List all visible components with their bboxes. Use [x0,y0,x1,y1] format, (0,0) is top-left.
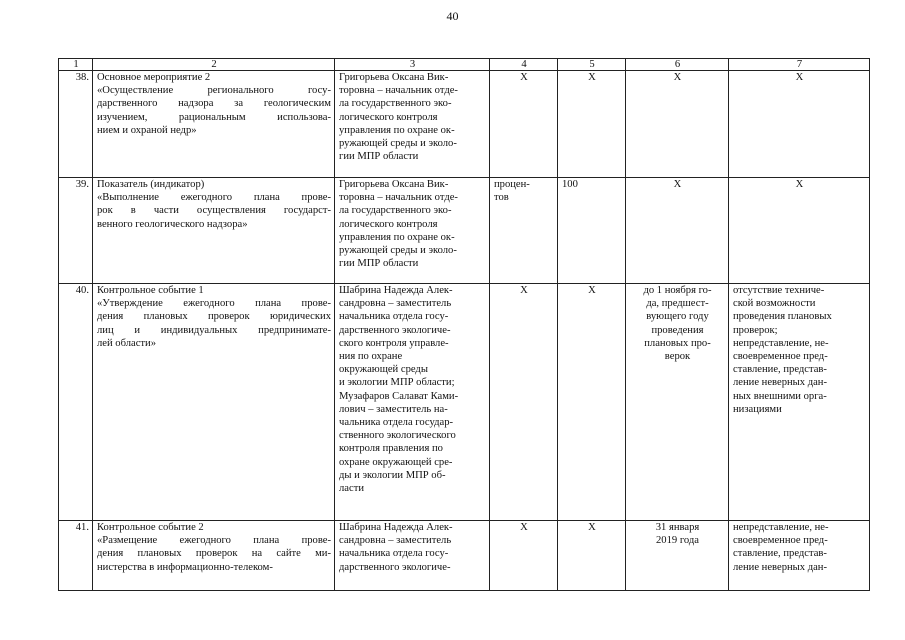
cell-line: дения плановых проверок на сайте ми- [97,548,331,560]
cell-line: «Размещение ежегодного плана прове- [97,535,331,547]
cell-line: Контрольное событие 2 [97,522,204,533]
row-number: 41. [59,521,93,591]
cell-line: ского контроля управле- [339,337,449,349]
cell-line: ласти [339,483,364,495]
cell-line: X [795,179,804,190]
cell-line: Шабрина Надежда Алек- [339,285,453,296]
cell-line: сандровна – заместитель [339,535,452,547]
cell-line: управления по охране ок- [339,124,455,136]
cell-line: сандровна – заместитель [339,298,452,310]
cell-line: Шабрина Надежда Алек- [339,522,453,533]
cell-line: Григорьева Оксана Вик- [339,179,449,190]
cell-line: лович – заместитель на- [339,403,448,415]
deadline-cell [626,284,729,521]
cell-line: гии МПР области [339,151,419,163]
deadline-cell [626,71,729,178]
column-header: 7 [729,59,870,71]
cell-line: венного геологического надзора» [97,218,248,230]
cell-line: 31 января [655,522,700,533]
row-number: 38. [59,71,93,178]
cell-line: Основное мероприятие 2 [97,72,211,83]
cell-line: дарственного надзора за геологическим [97,98,331,110]
cell-line: дения плановых проверок юридических [97,311,331,323]
cell-line: «Утверждение ежегодного плана прове- [97,298,331,310]
cell-line: ла государственного эко- [339,98,452,110]
cell-line: торовна – начальник отде- [339,192,458,204]
table-row [59,521,870,591]
deadline-cell [626,178,729,284]
cell-line: окружающей среды [339,364,428,376]
cell-line: логического контроля [339,111,438,123]
risk-cell [729,178,870,284]
cell-line: проверок; [733,324,778,336]
responsible-cell [335,71,490,178]
cell-line: торовна – начальник отде- [339,85,458,97]
cell-line: X [795,72,804,83]
cell-line: нием и охраной недр» [97,124,197,136]
deadline-cell [626,521,729,591]
measures-table [58,58,870,591]
cell-line: ление неверных дан- [733,377,828,389]
risk-cell [729,521,870,591]
cell-line: лиц и индивидуальных предпринимате- [97,324,331,336]
cell-line: ружающей среды и эколо- [339,138,457,150]
responsible-cell [335,521,490,591]
cell-line: плановых про- [644,337,711,349]
cell-line: начальника отдела госу- [339,548,449,560]
cell-line: отсутствие техниче- [733,285,825,296]
column-header: 6 [626,59,729,71]
unit-cell: X [490,521,558,591]
table-header-row [59,59,870,71]
cell-line: гии МПР области [339,258,419,270]
cell-line: «Осуществление регионального госу- [97,85,331,97]
cell-line: ление неверных дан- [733,561,828,573]
cell-line: рок в части осуществления государст- [97,205,331,217]
cell-line: ственного экологического [339,430,456,442]
cell-line: да, предшест- [646,298,709,310]
cell-line: ния по охране [339,351,403,363]
measure-name-cell [93,178,335,284]
cell-line: начальника отдела госу- [339,311,449,323]
cell-line: непредставление, не- [733,522,829,533]
cell-line: низациями [733,403,782,415]
value-cell: X [558,71,626,178]
unit-cell: процен- тов [490,178,558,284]
responsible-cell [335,284,490,521]
cell-line: нистерства в информационно-телеком- [97,561,273,573]
column-header: 4 [490,59,558,71]
risk-cell [729,284,870,521]
cell-line: своевременное пред- [733,351,828,363]
cell-line: проведения плановых [733,311,832,323]
value-cell: 100 [558,178,626,284]
column-header: 1 [59,59,93,71]
cell-line: проведения [651,324,704,336]
cell-line: и экологии МПР области; [339,377,455,389]
row-number: 40. [59,284,93,521]
cell-line: ных внешними орга- [733,390,827,402]
cell-line: чальника отдела государ- [339,417,454,429]
cell-line: своевременное пред- [733,535,828,547]
measure-name-cell [93,71,335,178]
cell-line: контроля правления по [339,443,443,455]
cell-line: до 1 ноября го- [643,285,712,296]
cell-line: X [673,179,682,190]
cell-line: ды и экологии МПР об- [339,469,446,481]
measure-name-cell [93,521,335,591]
cell-line: «Выполнение ежегодного плана прове- [97,192,331,204]
risk-cell [729,71,870,178]
table-row [59,178,870,284]
cell-line: Показатель (индикатор) [97,179,205,190]
cell-line: ставление, представ- [733,548,827,560]
cell-line: ской возможности [733,298,816,310]
cell-line: дарственного экологиче- [339,561,451,573]
value-cell: X [558,284,626,521]
column-header: 2 [93,59,335,71]
cell-line: вующего году [646,311,709,323]
cell-line: 2019 года [655,535,699,547]
cell-line: управления по охране ок- [339,231,455,243]
measure-name-cell [93,284,335,521]
cell-line: ставление, представ- [733,364,827,376]
cell-line: ружающей среды и эколо- [339,245,457,257]
page-number: 40 [446,9,459,23]
unit-cell: X [490,284,558,521]
cell-line: ла государственного эко- [339,205,452,217]
cell-line: Музафаров Салават Ками- [339,390,459,402]
row-number: 39. [59,178,93,284]
cell-line: X [673,72,682,83]
cell-line: изучением, рациональным использова- [97,111,331,123]
cell-line: Григорьева Оксана Вик- [339,72,449,83]
cell-line: Контрольное событие 1 [97,285,204,296]
responsible-cell [335,178,490,284]
cell-line: охране окружающей сре- [339,456,453,468]
cell-line: верок [664,351,691,363]
cell-line: логического контроля [339,218,438,230]
unit-cell: X [490,71,558,178]
cell-line: дарственного экологиче- [339,324,451,336]
cell-line: непредставление, не- [733,337,829,349]
column-header: 3 [335,59,490,71]
column-header: 5 [558,59,626,71]
table-row [59,71,870,178]
table-row [59,284,870,521]
cell-line: лей области» [97,337,157,349]
value-cell: X [558,521,626,591]
